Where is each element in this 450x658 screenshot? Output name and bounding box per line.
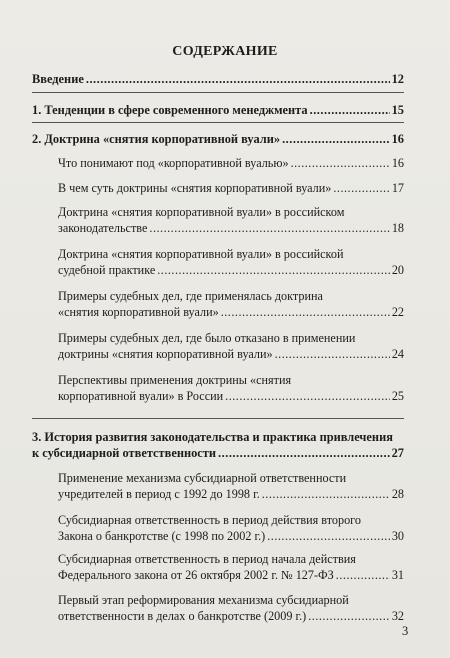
toc-entry-2-3[interactable] (58, 205, 404, 236)
toc-entry-title-line-1: Первый этап реформирования механизма субсидиарной (58, 593, 349, 607)
divider (32, 418, 404, 419)
leader-dots (262, 487, 390, 503)
leader-dots (336, 568, 390, 584)
toc-entry-title: судебной практике (58, 262, 156, 277)
toc-entry-title: Введение (32, 72, 84, 86)
toc-entry-page: 22 (391, 304, 404, 319)
toc-entry-page: 32 (391, 608, 404, 623)
toc-entry-title: ответственности в делах о банкротстве (2009 г.) (58, 608, 307, 623)
toc-entry-title: доктрины «снятия корпоративной вуали» (58, 346, 273, 361)
leader-dots (149, 221, 389, 237)
leader-dots (218, 446, 390, 462)
toc-entry-chapter-1[interactable] (32, 103, 404, 119)
toc-entry-title-line-1: Перспективы применения доктрины «снятия (58, 373, 292, 387)
toc-heading: СОДЕРЖАНИЕ (172, 44, 278, 59)
leader-dots (282, 132, 390, 148)
toc-entry-title-line-1: Применение механизма субсидиарной ответственности (58, 471, 347, 485)
toc-entry-3-1[interactable] (58, 471, 404, 502)
toc-entry-title: 2. Доктрина «снятия корпоративной вуали» (32, 132, 281, 146)
toc-entry-title: Закона о банкротстве (с 1998 по 2002 г.) (58, 528, 266, 543)
toc-entry-title-line-1: Примеры судебных дел, где было отказано в применении (58, 331, 356, 345)
leader-dots (157, 263, 390, 279)
toc-entry-2-5[interactable] (58, 289, 404, 320)
toc-entry-introduction[interactable] (32, 72, 404, 88)
toc-entry-page: 16 (391, 132, 404, 146)
divider (32, 92, 404, 93)
toc-entry-3-3[interactable] (58, 552, 404, 583)
toc-entry-page: 30 (391, 528, 404, 543)
leader-dots (225, 389, 390, 405)
toc-entry-title-line-1: Субсидиарная ответственность в период начала действия (58, 552, 356, 566)
toc-entry-2-7[interactable] (58, 373, 404, 404)
leader-dots (86, 72, 390, 88)
toc-entry-title: Федерального закона от 26 октября 2002 г. № 127-ФЗ (58, 567, 334, 582)
leader-dots (267, 529, 390, 545)
divider (32, 122, 404, 123)
toc-entry-page: 28 (391, 486, 404, 501)
toc-entry-page: 31 (391, 567, 404, 582)
toc-entry-chapter-3[interactable] (32, 430, 404, 461)
toc-entry-title: корпоративной вуали» в России (58, 388, 224, 403)
leader-dots (308, 609, 390, 625)
toc-entry-title-line-1: Субсидиарная ответственность в период действия второго (58, 513, 361, 527)
toc-entry-page: 20 (391, 262, 404, 277)
toc-entry-2-2[interactable] (58, 181, 404, 197)
toc-entry-title: Что понимают под «корпоративной вуалью» (58, 156, 289, 170)
leader-dots (221, 305, 390, 321)
toc-entry-page: 15 (391, 103, 404, 117)
toc-entry-title: «снятия корпоративной вуали» (58, 304, 219, 319)
toc-entry-3-4[interactable] (58, 593, 404, 624)
toc-entry-title: учредителей в период с 1992 до 1998 г. (58, 486, 260, 501)
toc-entry-page: 17 (391, 181, 404, 195)
toc-entry-page: 25 (391, 388, 404, 403)
toc-entry-2-1[interactable] (58, 156, 404, 172)
toc-entry-page: 18 (391, 220, 404, 235)
toc-entry-title: к субсидиарной ответственности (32, 445, 217, 460)
toc-entry-page: 24 (391, 346, 404, 361)
page-number: 3 (402, 624, 409, 638)
leader-dots (275, 347, 390, 363)
leader-dots (333, 181, 389, 197)
toc-entry-3-2[interactable] (58, 513, 404, 544)
toc-entry-page: 27 (391, 445, 404, 460)
toc-entry-chapter-2[interactable] (32, 132, 404, 148)
toc-entry-page: 12 (391, 72, 404, 86)
toc-entry-2-4[interactable] (58, 247, 404, 278)
leader-dots (291, 156, 390, 172)
toc-entry-title-line-1: Примеры судебных дел, где применялась доктрина (58, 289, 323, 303)
toc-entry-title: законодательстве (58, 220, 148, 235)
toc-entry-title-line-1: Доктрина «снятия корпоративной вуали» в российской (58, 247, 344, 261)
toc-entry-title-line-1: Доктрина «снятия корпоративной вуали» в российском (58, 205, 345, 219)
toc-entry-title-line-1: 3. История развития законодательства и практика привлечения (32, 430, 393, 444)
toc-entry-page: 16 (391, 156, 404, 170)
toc-entry-2-6[interactable] (58, 331, 404, 362)
toc-entry-title: В чем суть доктрины «снятия корпоративной вуали» (58, 181, 332, 195)
toc-entry-title: 1. Тенденции в сфере современного менеджмента (32, 103, 308, 117)
leader-dots (310, 103, 390, 119)
